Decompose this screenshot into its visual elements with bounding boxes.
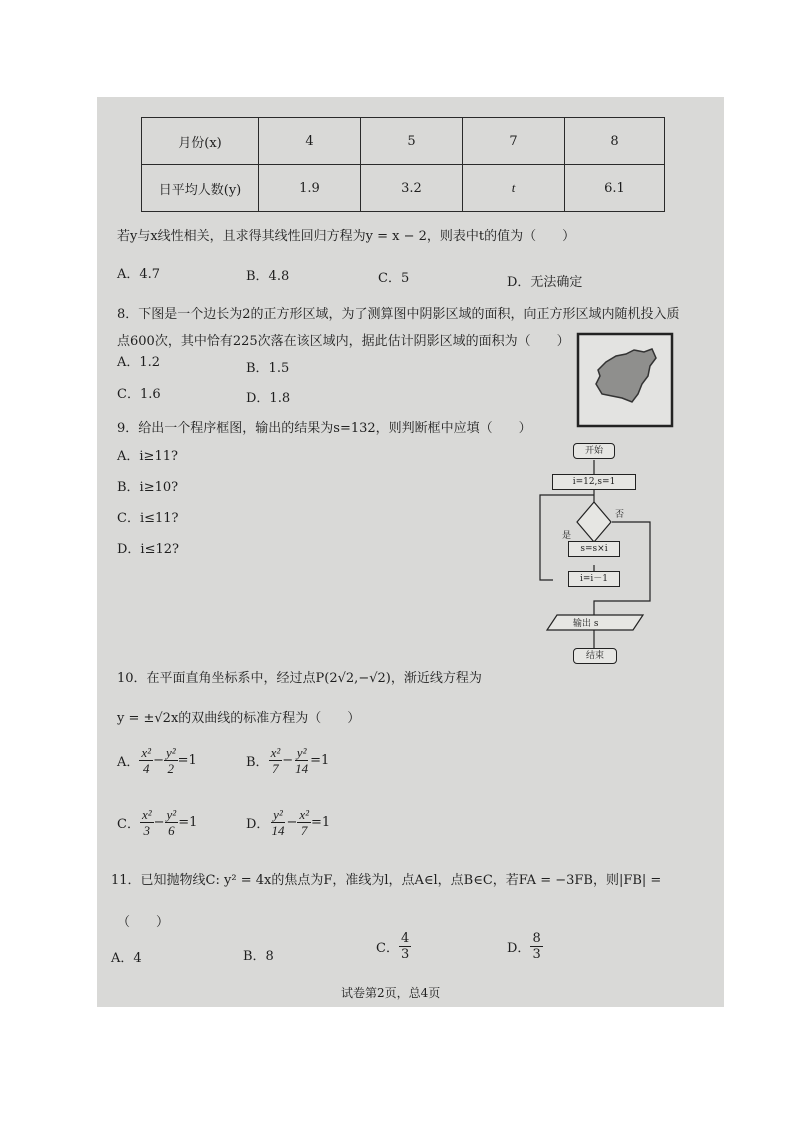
- fraction: $\frac{8}{3}$: [532, 931, 541, 962]
- q11-option-b: B．8: [243, 949, 274, 964]
- fraction: $\frac{\text{y²}}{6}$: [166, 807, 177, 838]
- q8-option-b: B．1.5: [246, 361, 290, 376]
- fraction: $\frac{\text{y²}}{14}$: [271, 807, 285, 838]
- q8-stem-line1: 8．下图是一个边长为2的正方形区域，为了测算图中阴影区域的面积，向正方形区域内随机投入质: [117, 307, 680, 322]
- flowchart-lines: [537, 437, 667, 677]
- table-cell: 6.1: [565, 165, 665, 212]
- fraction: $\frac{\text{x²}}{4}$: [141, 745, 152, 776]
- table-header-cell: 日平均人数(y): [142, 165, 259, 212]
- option-label: A．: [117, 755, 140, 770]
- table-row: [142, 165, 665, 212]
- q7-stem: 若y与x线性相关，且求得其线性回归方程为y = x − 2，则表中t的值为（ ）: [117, 229, 576, 244]
- q9-option-c: C．i≤11?: [117, 511, 179, 526]
- data-table: [141, 117, 665, 212]
- option-label: D．: [507, 941, 531, 956]
- q11-stem-line1: 11．已知抛物线C: y² = 4x的焦点为F，准线为l，点A∈l，点B∈C，若FA = −3FB，则|FB| =: [111, 873, 662, 888]
- page-footer: 试卷第2页，总4页: [341, 986, 441, 1000]
- option-label: B．: [246, 755, 269, 770]
- q9-stem: 9．给出一个程序框图，输出的结果为s=132，则判断框中应填（ ）: [117, 421, 532, 436]
- flowchart-decrement: i=i－1: [568, 571, 620, 587]
- fraction: $\frac{\text{y²}}{2}$: [165, 745, 176, 776]
- fraction: $\frac{\text{x²}}{7}$: [299, 807, 310, 838]
- square-region-figure: [576, 332, 674, 428]
- q7-option-a: A．4.7: [117, 267, 161, 282]
- flowchart-no-label: 否: [615, 510, 625, 520]
- table-cell: 4: [259, 118, 361, 165]
- decision-diamond: [577, 502, 611, 542]
- q8-stem-line2: 点600次，其中恰有225次落在该区域内，据此估计阴影区域的面积为（ ）: [117, 334, 570, 349]
- table-cell: 7: [463, 118, 565, 165]
- exam-page: [97, 97, 724, 1007]
- flowchart-output: 输出 s: [573, 619, 599, 629]
- q10-option-c: C． $\frac{\text{x²}}{3}$ − $\frac{\text{y²}}{6}$ =1: [117, 807, 198, 838]
- table-row: [142, 118, 665, 165]
- fraction: $\frac{4}{3}$: [400, 931, 410, 962]
- q9-option-b: B．i≥10?: [117, 480, 179, 495]
- flowchart-multiply: s=s×i: [568, 541, 620, 557]
- q8-option-d: D．1.8: [246, 391, 291, 406]
- q9-option-a: A．i≥11?: [117, 449, 178, 464]
- q11-option-a: A．4: [111, 951, 142, 966]
- q10-option-d: D． $\frac{\text{y²}}{14}$ − $\frac{\text{x²}}{7}$ =1: [246, 807, 331, 838]
- table-cell: 5: [361, 118, 463, 165]
- option-label: C．: [117, 817, 140, 832]
- q11-option-c: [376, 931, 411, 962]
- q10-option-a: A． $\frac{\text{x²}}{4}$ − $\frac{\text{y²}}{2}$ =1: [117, 745, 197, 776]
- option-label: D．: [246, 817, 270, 832]
- q8-option-c: C．1.6: [117, 387, 161, 402]
- q9-option-d: D．i≤12?: [117, 542, 179, 557]
- table-cell: 8: [565, 118, 665, 165]
- fraction: $\frac{\text{x²}}{7}$: [270, 745, 281, 776]
- table-header-cell: 月份(x): [142, 118, 259, 165]
- q10-option-b: B． $\frac{\text{x²}}{7}$ − $\frac{\text{y²}}{14}$ =1: [246, 745, 330, 776]
- q10-stem-line1: 10．在平面直角坐标系中，经过点P(2√2,−√2)，渐近线方程为: [117, 671, 482, 686]
- q10-stem-line2: y = ±√2x的双曲线的标准方程为（ ）: [117, 711, 361, 726]
- option-label: C．: [376, 941, 399, 956]
- q11-option-d: [507, 931, 543, 962]
- table-cell: t: [463, 165, 565, 212]
- q11-stem-line2: （ ）: [117, 915, 170, 930]
- table-cell: 3.2: [361, 165, 463, 212]
- q7-option-c: C．5: [378, 271, 410, 286]
- flowchart-end: 结束: [573, 648, 617, 664]
- fraction: $\frac{\text{y²}}{14}$: [295, 745, 309, 776]
- q8-option-a: A．1.2: [117, 355, 161, 370]
- q7-option-d: D．无法确定: [507, 275, 583, 290]
- flowchart-yes-label: 是: [562, 531, 572, 541]
- flowchart-init: i=12,s=1: [552, 474, 636, 490]
- fraction: $\frac{\text{x²}}{3}$: [141, 807, 152, 838]
- flowchart-start: 开始: [573, 443, 615, 459]
- table-cell: 1.9: [259, 165, 361, 212]
- q7-option-b: B．4.8: [246, 269, 290, 284]
